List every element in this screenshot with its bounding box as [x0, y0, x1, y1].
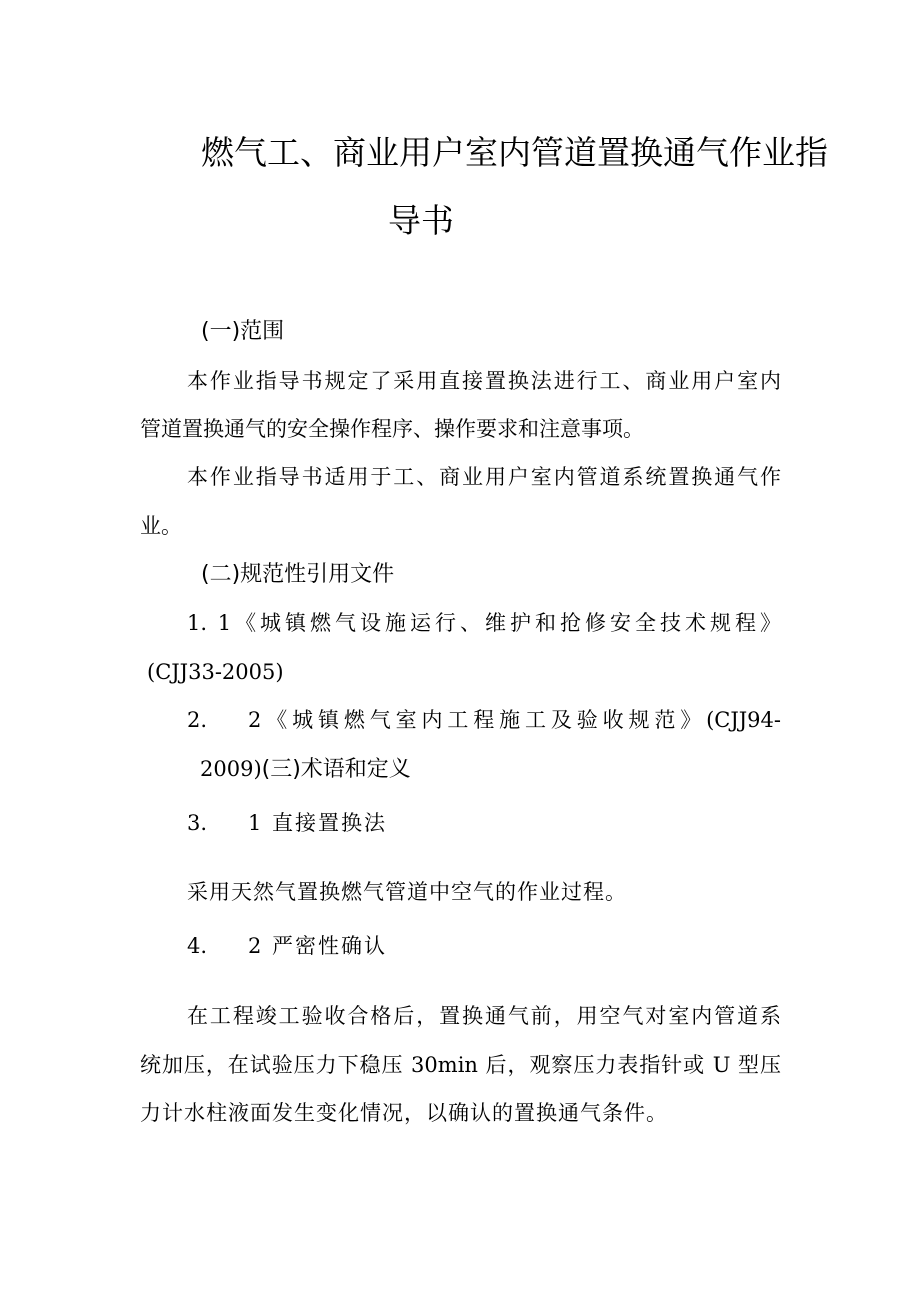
term-2-definition-line-1: 在工程竣工验收合格后，置换通气前，用空气对室内管道系	[187, 1004, 781, 1028]
document-title-line-2: 导书	[388, 201, 454, 240]
scope-paragraph-1-line-1: 本作业指导书规定了采用直接置换法进行工、商业用户室内	[187, 369, 781, 393]
reference-2-number: 2.	[187, 708, 208, 732]
term-2-definition-line-3: 力计水柱液面发生变化情况，以确认的置换通气条件。	[140, 1101, 668, 1125]
section-heading-references: (二)规范性引用文件	[201, 562, 395, 587]
scope-paragraph-2-line-1: 本作业指导书适用于工、商业用户室内管道系统置换通气作	[187, 465, 781, 489]
scope-paragraph-1-line-2: 管道置换通气的安全操作程序、操作要求和注意事项。	[140, 417, 644, 441]
reference-1-line-1: 1. 1《城镇燃气设施运行、维护和抢修安全技术规程》	[187, 611, 781, 635]
reference-2-code-end: 2009)	[200, 757, 262, 781]
term-1-title: 1 直接置换法	[248, 811, 388, 835]
scope-paragraph-2-line-2: 业。	[140, 514, 182, 538]
term-2-title: 2 严密性确认	[248, 934, 388, 958]
document-title-line-1: 燃气工、商业用户室内管道置换通气作业指	[201, 133, 828, 172]
term-2-definition-line-2: 统加压，在试验压力下稳压 30min 后，观察压力表指针或 U 型压	[140, 1053, 781, 1077]
section-heading-scope: (一)范围	[201, 319, 285, 344]
reference-2-line-1: 2《城镇燃气室内工程施工及验收规范》(CJJ94-	[248, 708, 781, 732]
term-1-number: 3.	[187, 811, 208, 835]
reference-2-line-2	[200, 754, 411, 785]
term-2-number: 4.	[187, 934, 208, 958]
section-heading-terms: (三)术语和定义	[261, 757, 411, 782]
term-1-definition: 采用天然气置换燃气管道中空气的作业过程。	[187, 880, 627, 904]
reference-1-line-2: (CJJ33-2005)	[147, 660, 284, 684]
